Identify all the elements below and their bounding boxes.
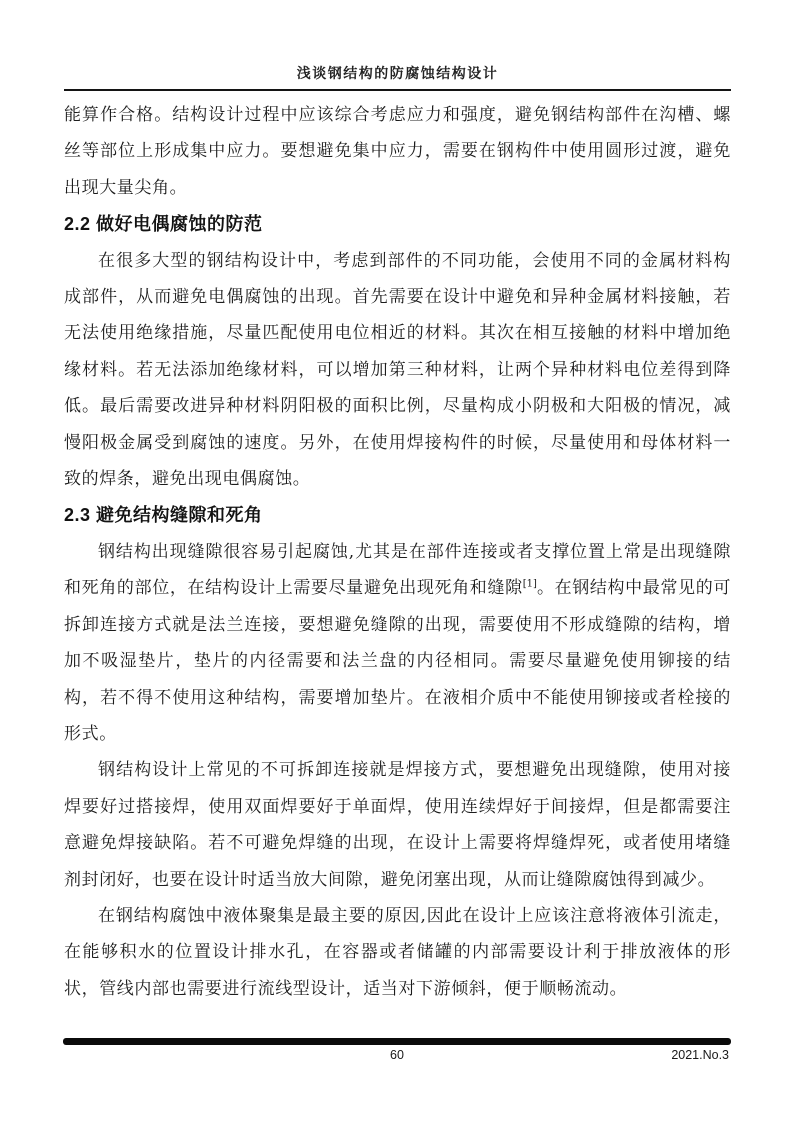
page-body	[64, 97, 731, 1007]
citation-marker: [1]	[522, 578, 537, 590]
paragraph-section-2-3-third: 在钢结构腐蚀中液体聚集是最主要的原因,因此在设计上应该注意将液体引流走，在能够积水的位置设计排水孔，在容器或者储罐的内部需要设计利于排放液体的形状，管线内部也需要进行流线型设计，适当对下游倾斜，便于顺畅流动。	[64, 905, 731, 999]
paragraph-section-2-2: 在很多大型的钢结构设计中，考虑到部件的不同功能，会使用不同的金属材料构成部件，从而避免电偶腐蚀的出现。首先需要在设计中避免和异种金属材料接触，若无法使用绝缘措施，尽量匹配使用电位相近的材料。其次在相互接触的材料中增加绝缘材料。若无法添加绝缘材料，可以增加第三种材料，让两个异种材料电位差得到降低。最后需要改进异种材料阴阳极的面积比例，尽量构成小阴极和大阳极的情况，减慢阳极金属受到腐蚀的速度。另外，在使用焊接构件的时候，尽量使用和母体材料一致的焊条，避免出现电偶腐蚀。	[64, 250, 731, 490]
section-heading-2-3: 2.3 避免结构缝隙和死角	[64, 505, 263, 526]
page-footer	[63, 1038, 731, 1066]
paragraph-text-before-citation: 钢结构出现缝隙很容易引起腐蚀,尤其是在部件连接或者支撑位置上常是出现缝隙和死角的部位，在结构设计上需要尽量避免出现死角和缝隙	[64, 541, 731, 599]
footer-row	[63, 1048, 731, 1066]
paragraph-text-after-citation: 。在钢结构中最常见的可拆卸连接方式就是法兰连接，要想避免缝隙的出现，需要使用不形成缝隙的结构，增加不吸湿垫片，垫片的内径需要和法兰盘的内径相同。需要尽量避免使用铆接的结构，若不得不使用这种结构，需要增加垫片。在液相介质中不能使用铆接或者栓接的形式。	[64, 578, 731, 744]
running-title: 浅谈钢结构的防腐蚀结构设计	[296, 66, 499, 82]
issue-label: 2021.No.3	[671, 1048, 729, 1062]
paragraph-continuation: 能算作合格。结构设计过程中应该综合考虑应力和强度，避免钢结构部件在沟槽、螺丝等部位上形成集中应力。要想避免集中应力，需要在钢构件中使用圆形过渡，避免出现大量尖角。	[64, 105, 731, 198]
paragraph-section-2-3-second: 钢结构设计上常见的不可拆卸连接就是焊接方式，要想避免出现缝隙，使用对接焊要好过搭接焊，使用双面焊要好于单面焊，使用连续焊好于间接焊，但是都需要注意避免焊接缺陷。若不可避免焊缝的出现，在设计上需要将焊缝焊死，或者使用堵缝剂封闭好，也要在设计时适当放大间隙，避免闭塞出现，从而让缝隙腐蚀得到减少。	[64, 760, 731, 890]
paragraph-section-2-3-first	[64, 534, 731, 752]
footer-rule	[63, 1038, 731, 1045]
page-header	[64, 63, 731, 91]
section-heading-2-2: 2.2 做好电偶腐蚀的防范	[64, 214, 263, 235]
page-number: 60	[390, 1048, 404, 1062]
